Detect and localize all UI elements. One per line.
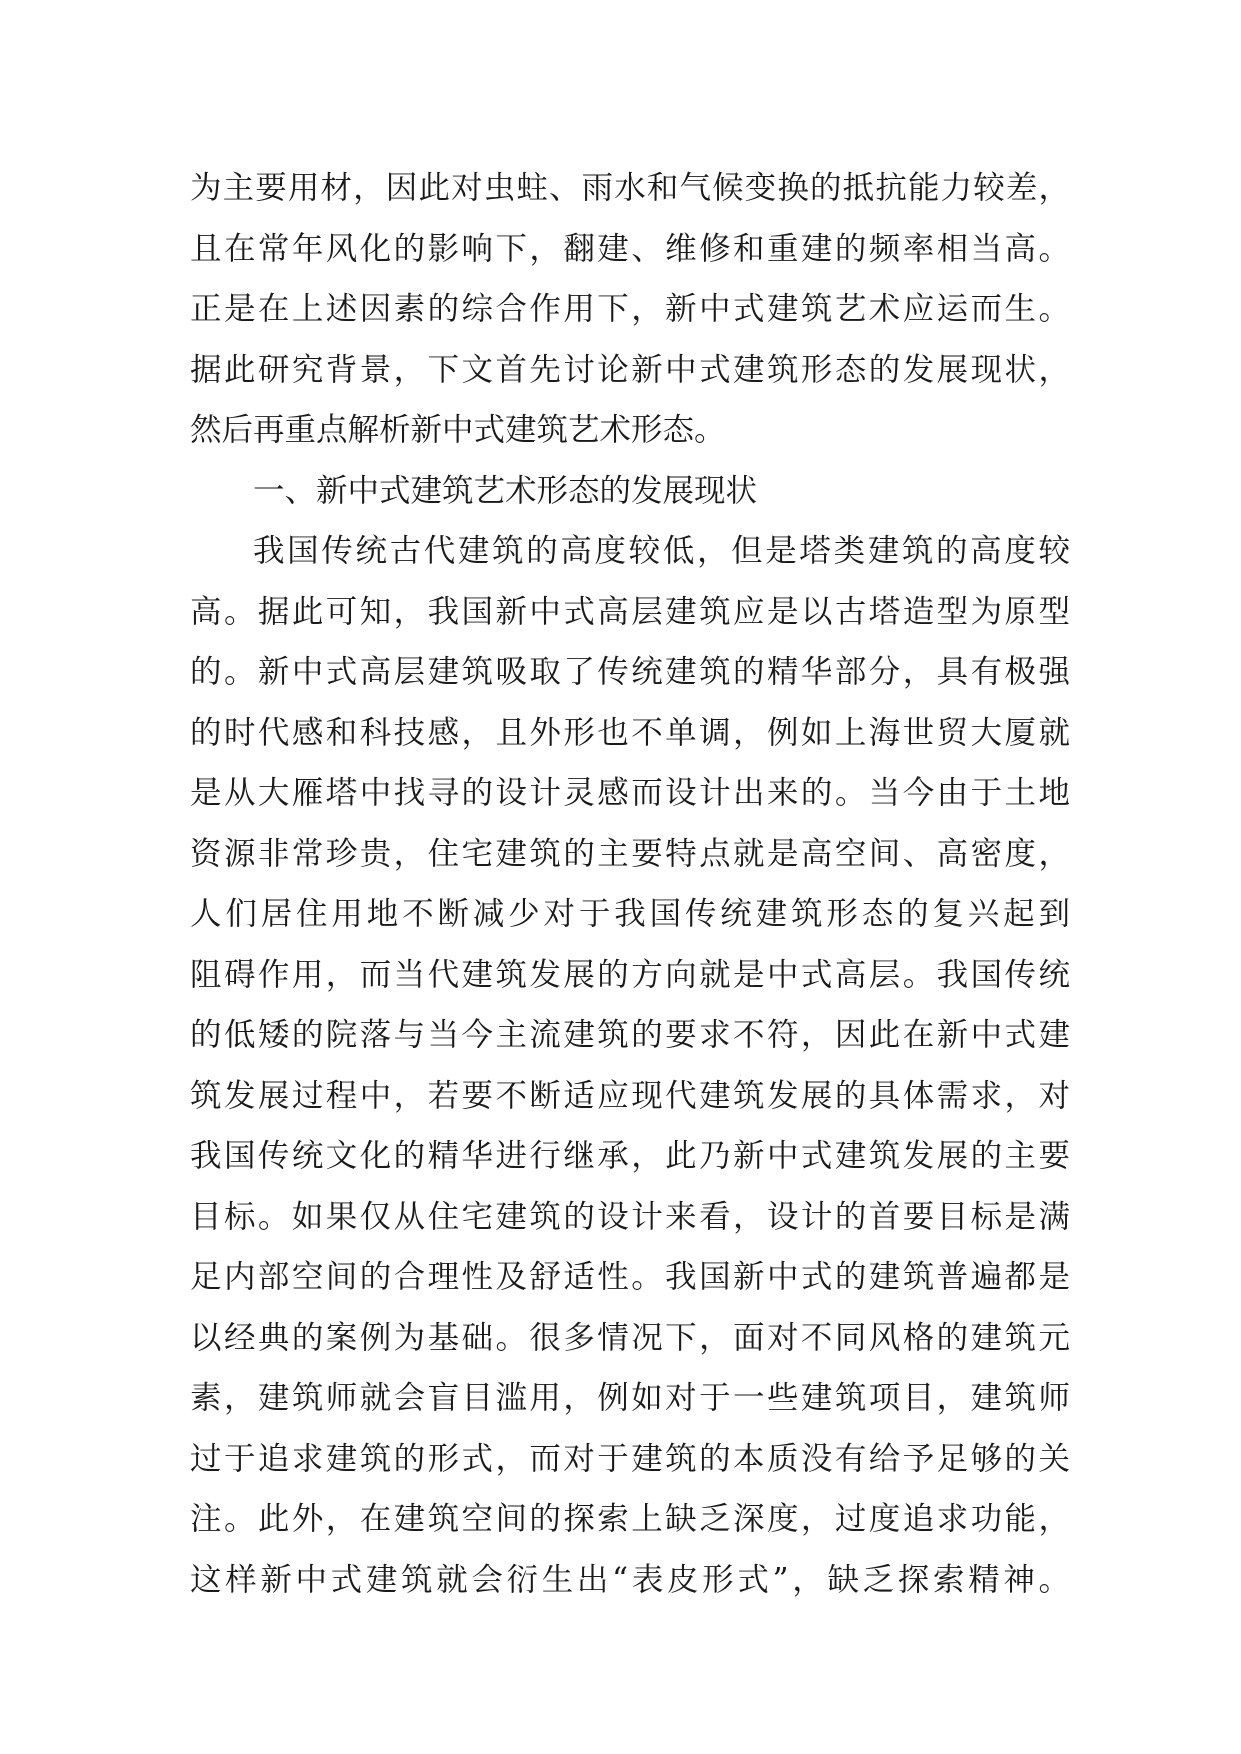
text-line: 的。新中式高层建筑吸取了传统建筑的精华部分，具有极强 <box>190 654 1070 690</box>
text-line: 资源非常珍贵，住宅建筑的主要特点就是高空间、高密度， <box>190 835 1070 872</box>
text-line: 正是在上述因素的综合作用下，新中式建筑艺术应运而生。 <box>190 291 1070 327</box>
text-line: 是从大雁塔中找寻的设计灵感而设计出来的。当今由于土地 <box>190 775 1070 811</box>
text-line: 的低矮的院落与当今主流建筑的要求不符，因此在新中式建 <box>190 1017 1070 1053</box>
text-line: 足内部空间的合理性及舒适性。我国新中式的建筑普遍都是 <box>190 1259 1070 1295</box>
text-line: 注。此外，在建筑空间的探索上缺乏深度，过度追求功能， <box>190 1501 1070 1537</box>
text-line: 据此研究背景，下文首先讨论新中式建筑形态的发展现状， <box>190 351 1070 388</box>
document-page <box>190 158 1070 1610</box>
paragraph-development-status <box>190 521 1070 1610</box>
text-line: 然后再重点解析新中式建筑艺术形态。 <box>190 412 726 448</box>
text-line: 这样新中式建筑就会衍生出“表皮形式”，缺乏探索精神。 <box>190 1561 1070 1598</box>
section-heading: 一、新中式建筑艺术形态的发展现状 <box>253 472 758 509</box>
text-line: 我国传统古代建筑的高度较低，但是塔类建筑的高度较 <box>253 533 1070 569</box>
text-line: 人们居住用地不断减少对于我国传统建筑形态的复兴起到 <box>190 896 1070 932</box>
text-line: 的时代感和科技感，且外形也不单调，例如上海世贸大厦就 <box>190 714 1070 751</box>
text-line: 为主要用材，因此对虫蛀、雨水和气候变换的抵抗能力较差， <box>190 170 1070 206</box>
text-line: 高。据此可知，我国新中式高层建筑应是以古塔造型为原型 <box>190 593 1070 630</box>
text-line: 筑发展过程中，若要不断适应现代建筑发展的具体需求，对 <box>190 1077 1070 1114</box>
paragraph-continued <box>190 158 1070 461</box>
text-line: 素，建筑师就会盲目滥用，例如对于一些建筑项目，建筑师 <box>190 1380 1070 1416</box>
text-line: 且在常年风化的影响下，翻建、维修和重建的频率相当高。 <box>190 230 1070 267</box>
text-line: 过于追求建筑的形式，而对于建筑的本质没有给予足够的关 <box>190 1440 1070 1477</box>
text-line: 目标。如果仅从住宅建筑的设计来看，设计的首要目标是满 <box>190 1198 1070 1235</box>
text-line: 以经典的案例为基础。很多情况下，面对不同风格的建筑元 <box>190 1319 1070 1356</box>
text-line: 阻碍作用，而当代建筑发展的方向就是中式高层。我国传统 <box>190 956 1070 993</box>
text-line: 我国传统文化的精华进行继承，此乃新中式建筑发展的主要 <box>190 1138 1070 1174</box>
